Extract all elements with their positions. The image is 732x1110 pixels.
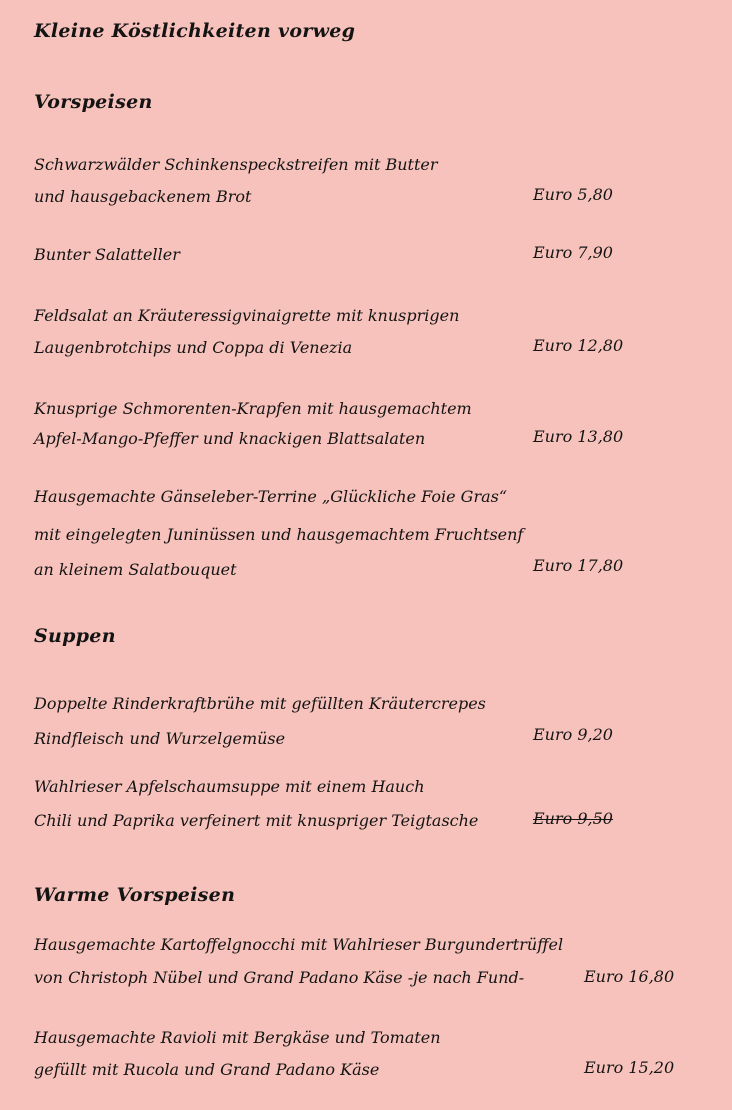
menu-item-price: Euro 17,80: [533, 556, 624, 575]
menu-item-price: Euro 5,80: [533, 185, 613, 204]
menu-item-price: Euro 9,50: [533, 809, 613, 828]
menu-item-line: Hausgemachte Kartoffelgnocchi mit Wahlrieser Burgundertrüffel: [34, 935, 564, 954]
menu-item-line: Chili und Paprika verfeinert mit knuspriger Teigtasche: [34, 811, 479, 830]
menu-item-price: Euro 9,20: [533, 725, 613, 744]
menu-item-line: von Christoph Nübel und Grand Padano Käse -je nach Fund-: [34, 968, 525, 987]
menu-item-line: Apfel-Mango-Pfeffer und knackigen Blattsalaten: [34, 429, 426, 448]
menu-item-price: Euro 12,80: [533, 336, 624, 355]
menu-item-line: Wahlrieser Apfelschaumsuppe mit einem Hauch: [34, 777, 425, 796]
menu-item-line: Doppelte Rinderkraftbrühe mit gefüllten Kräutercrepes: [34, 694, 486, 713]
menu-item-line: und hausgebackenem Brot: [34, 187, 252, 206]
menu-item-line: an kleinem Salatbouquet: [34, 560, 237, 579]
menu-item-price: Euro 15,20: [584, 1058, 675, 1077]
menu-item-line: Hausgemachte Gänseleber-Terrine „Glückliche Foie Gras“: [34, 487, 508, 506]
menu-item-line: mit eingelegten Juninüssen und hausgemachtem Fruchtsenf: [34, 525, 524, 544]
menu-item-price: Euro 13,80: [533, 427, 624, 446]
menu-item-line: Bunter Salatteller: [34, 245, 180, 264]
menu-item-line: Rindfleisch und Wurzelgemüse: [34, 729, 286, 748]
menu-item-line: Knusprige Schmorenten-Krapfen mit hausgemachtem: [34, 399, 472, 418]
menu-item-line: Schwarzwälder Schinkenspeckstreifen mit Butter: [34, 155, 438, 174]
menu-item-line: Feldsalat an Kräuteressigvinaigrette mit knusprigen: [34, 306, 460, 325]
menu-item-line: Laugenbrotchips und Coppa di Venezia: [34, 338, 353, 357]
section-heading-warme-vorspeisen: Warme Vorspeisen: [34, 884, 236, 906]
menu-item-line: gefüllt mit Rucola und Grand Padano Käse: [34, 1060, 380, 1079]
section-heading-suppen: Suppen: [34, 625, 116, 647]
menu-item-line: Hausgemachte Ravioli mit Bergkäse und Tomaten: [34, 1028, 441, 1047]
menu-item-price: Euro 16,80: [584, 967, 675, 986]
section-heading-vorspeisen: Vorspeisen: [34, 91, 153, 113]
menu-item-price: Euro 7,90: [533, 243, 613, 262]
menu-title: Kleine Köstlichkeiten vorweg: [34, 20, 356, 42]
